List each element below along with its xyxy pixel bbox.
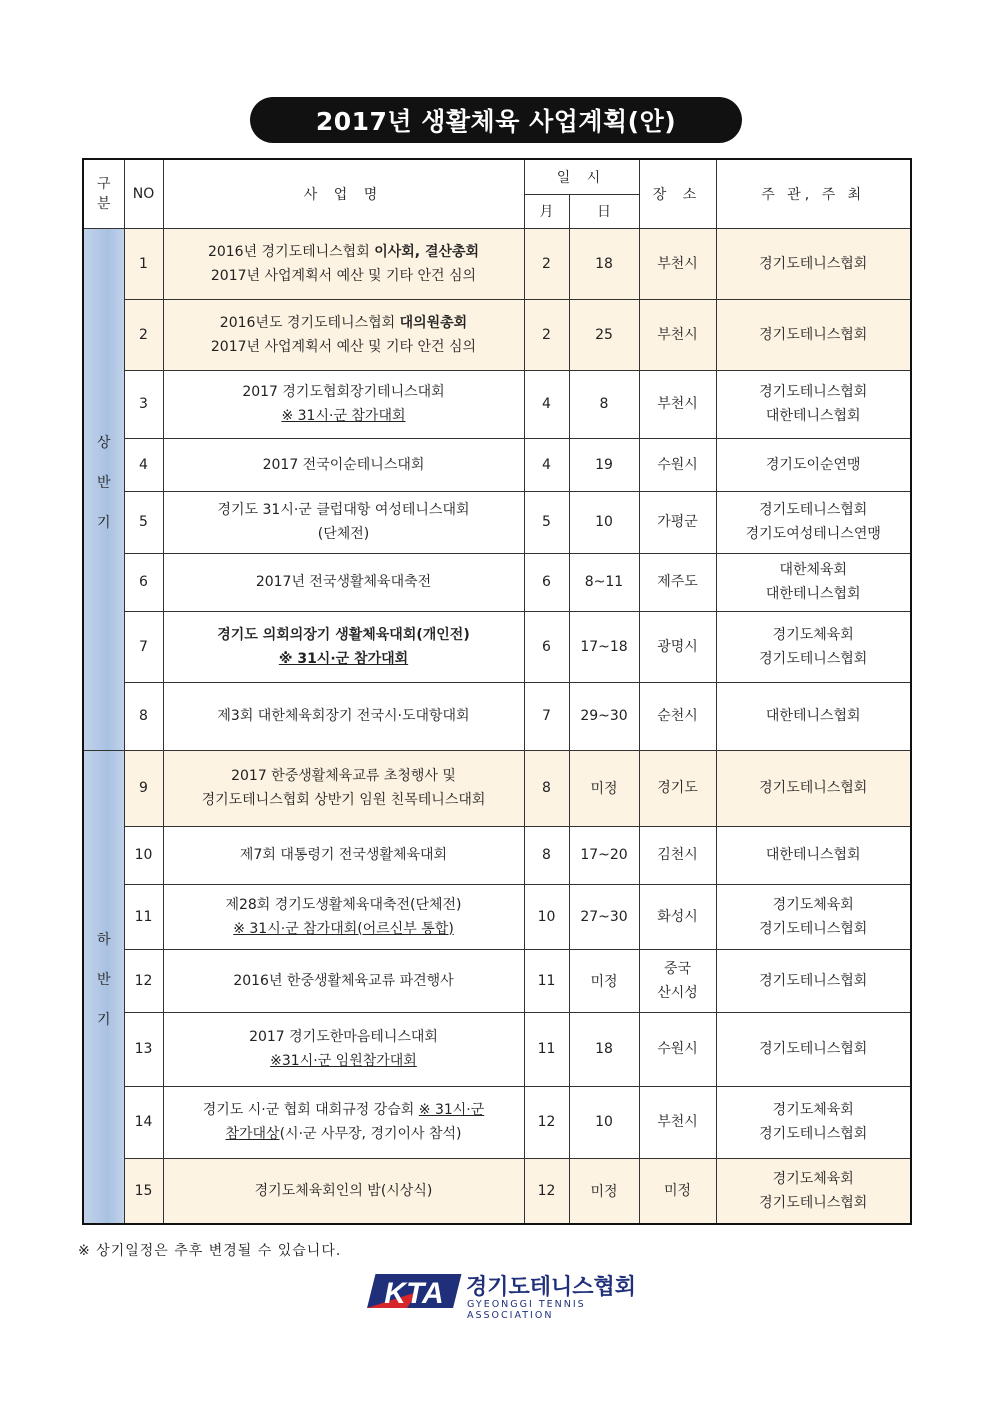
place-text: 수원시: [657, 1041, 698, 1057]
row-no-text: 7: [139, 638, 148, 655]
row-organizer: [716, 228, 911, 299]
row-month: [524, 299, 569, 370]
logo-name: 경기도테니스협회: [466, 1275, 637, 1300]
event-line-2: 경기도테니스협회 상반기 임원 친목테니스대회: [201, 792, 486, 808]
day-text: 27~30: [580, 908, 628, 925]
table-row: [83, 611, 911, 682]
row-event-name: [163, 1158, 524, 1224]
day-text: 18: [595, 255, 613, 272]
event-line-2-underline: 참가대상: [225, 1126, 280, 1142]
month-text: 2: [542, 326, 551, 343]
day-text: 미정: [590, 973, 618, 990]
event-line-1: 2016년도 경기도테니스협회: [219, 314, 400, 331]
organizer-line-1: 대한체육회: [779, 562, 848, 578]
row-no-text: 2: [139, 326, 148, 343]
event-line-2: (단체전): [317, 526, 370, 542]
row-day: [569, 949, 639, 1012]
row-event-name: [163, 438, 524, 491]
row-month: [524, 949, 569, 1012]
place-text: 부천시: [657, 326, 698, 343]
organizer-line-1: 대한테니스협회: [765, 708, 861, 724]
row-month: [524, 228, 569, 299]
row-month: [524, 438, 569, 491]
header-organizer: 주 관, 주 최: [716, 159, 911, 228]
organizer-line-2: 경기도테니스협회: [759, 650, 868, 667]
event-line-2: 2017년 사업계획서 예산 및 기타 안건 심의: [210, 338, 477, 355]
row-event-name: [163, 553, 524, 611]
row-no: [124, 1158, 163, 1224]
event-line-1: 2017년 전국생활체육대축전: [255, 574, 432, 590]
table-row: [83, 438, 911, 491]
row-day: [569, 491, 639, 553]
row-event-name: [163, 750, 524, 826]
row-no: [124, 611, 163, 682]
row-day: [569, 1158, 639, 1224]
row-place: [639, 884, 716, 949]
row-event-name: [163, 1012, 524, 1086]
table-row: [83, 949, 911, 1012]
row-event-name: [163, 1086, 524, 1158]
day-text: 미정: [590, 781, 618, 797]
row-event-name: [163, 949, 524, 1012]
row-month: [524, 1086, 569, 1158]
row-no: [124, 228, 163, 299]
row-day: [569, 553, 639, 611]
row-place: [639, 682, 716, 750]
organizer-line-1: 경기도테니스협회: [759, 972, 868, 989]
schedule-table: [82, 158, 912, 1225]
organizer-line-1: 경기도테니스협회: [759, 326, 868, 343]
event-line-1: 경기도 31시·군 클럽대항 여성테니스대회: [217, 502, 470, 518]
row-month: [524, 370, 569, 438]
event-line-1: 2017 전국이순테니스대회: [262, 456, 425, 473]
organizer-line-1: 경기도이순연맹: [765, 456, 861, 473]
organizer-line-2: 경기도테니스협회: [759, 920, 868, 937]
row-place: [639, 370, 716, 438]
day-text: 25: [595, 326, 613, 343]
month-text: 8: [542, 780, 551, 796]
place-text: 부천시: [657, 255, 698, 272]
day-text: 8~11: [584, 574, 624, 590]
row-organizer: [716, 611, 911, 682]
section-first-half: [83, 228, 124, 750]
day-text: 17~20: [580, 847, 628, 863]
month-text: 8: [542, 847, 551, 863]
logo-subtitle: GYEONGGI TENNIS ASSOCIATION: [467, 1299, 586, 1321]
row-organizer: [716, 370, 911, 438]
row-place: [639, 438, 716, 491]
row-no: [124, 299, 163, 370]
event-line-1: 제28회 경기도생활체육대축전(단체전): [225, 896, 462, 913]
header-event: 사 업 명: [163, 159, 524, 228]
table-row: [83, 1086, 911, 1158]
header-place: 장 소: [639, 159, 716, 228]
row-organizer: [716, 682, 911, 750]
month-text: 5: [542, 514, 551, 530]
section-label: 하 반 기: [96, 932, 111, 1029]
place-text: 경기도: [657, 780, 698, 796]
row-no: [124, 750, 163, 826]
row-no-text: 12: [134, 972, 153, 989]
table-row: [83, 1158, 911, 1224]
day-text: 19: [595, 456, 613, 473]
row-organizer: [716, 750, 911, 826]
header-month: 月: [524, 194, 569, 228]
table-row: [83, 228, 911, 299]
row-no: [124, 491, 163, 553]
organizer-line-1: 경기도테니스협회: [759, 502, 868, 518]
place-text: 광명시: [657, 638, 698, 655]
row-no: [124, 438, 163, 491]
row-month: [524, 884, 569, 949]
organizer-line-1: 대한테니스협회: [765, 847, 861, 863]
section-second-half: [83, 750, 124, 1224]
row-day: [569, 370, 639, 438]
header-datetime: 일 시: [524, 159, 639, 194]
month-text: 10: [537, 908, 556, 925]
month-text: 6: [542, 574, 551, 590]
row-no: [124, 553, 163, 611]
row-event-name: [163, 682, 524, 750]
place-text: 제주도: [657, 574, 698, 590]
organizer-line-2: 대한테니스협회: [765, 408, 861, 424]
day-text: 29~30: [580, 708, 628, 724]
row-no-text: 6: [139, 574, 148, 590]
day-text: 10: [595, 1114, 613, 1130]
day-text: 10: [595, 514, 613, 530]
event-line-1: 2017 경기도한마음테니스대회: [249, 1029, 438, 1045]
row-day: [569, 884, 639, 949]
table-row: [83, 553, 911, 611]
row-event-name: [163, 299, 524, 370]
header-category: 구 분: [83, 159, 124, 228]
row-event-name: [163, 884, 524, 949]
row-place: [639, 826, 716, 884]
row-event-name: [163, 228, 524, 299]
event-line-1-underline: ※ 31시·군: [418, 1102, 485, 1118]
event-line-1: 제7회 대통령기 전국생활체육대회: [239, 847, 448, 863]
month-text: 12: [537, 1182, 556, 1199]
row-month: [524, 682, 569, 750]
page-title-text: 2017년 생활체육 사업계획(안): [315, 107, 677, 136]
day-text: 미정: [590, 1183, 618, 1200]
row-day: [569, 682, 639, 750]
organizer-line-1: 경기도체육회: [772, 1102, 854, 1118]
event-line-1: 경기도 시·군 협회 대회규정 강습회: [202, 1102, 419, 1118]
row-place: [639, 1158, 716, 1224]
table-row: [83, 1012, 911, 1086]
footnote: ※ 상기일정은 추후 변경될 수 있습니다.: [78, 1243, 342, 1259]
table-row: [83, 682, 911, 750]
row-place: [639, 491, 716, 553]
event-line-2: ※ 31시·군 참가대회: [278, 650, 409, 667]
row-day: [569, 1086, 639, 1158]
month-text: 11: [537, 972, 556, 989]
day-text: 18: [595, 1041, 613, 1057]
event-line-2: ※31시·군 임원참가대회: [270, 1053, 417, 1069]
organizer-line-1: 경기도체육회: [772, 1170, 854, 1187]
row-no-text: 4: [139, 456, 148, 473]
table-row: [83, 826, 911, 884]
row-place: [639, 228, 716, 299]
row-organizer: [716, 1158, 911, 1224]
event-line-2: ※ 31시·군 참가대회(어르신부 통합): [233, 920, 454, 937]
row-no-text: 14: [134, 1114, 153, 1130]
row-no-text: 15: [134, 1182, 153, 1199]
section-label: 상 반 기: [96, 434, 111, 531]
place-text: 부천시: [657, 1114, 698, 1130]
event-line-2: ※ 31시·군 참가대회: [281, 408, 406, 424]
organizer-line-2: 경기도테니스협회: [759, 1194, 868, 1211]
row-place: [639, 611, 716, 682]
event-line-1: 2017 한중생활체육교류 초청행사 및: [231, 768, 456, 784]
row-organizer: [716, 438, 911, 491]
place-text: 김천시: [657, 847, 698, 863]
organizer-line-1: 경기도테니스협회: [759, 780, 868, 796]
kta-logo: [366, 1272, 656, 1321]
row-no-text: 5: [139, 514, 148, 530]
row-no: [124, 370, 163, 438]
row-no-text: 1: [139, 255, 148, 272]
place-text: 미정: [663, 1182, 692, 1199]
day-text: 17~18: [580, 638, 628, 655]
row-place: [639, 750, 716, 826]
svg-text:KTA: KTA: [384, 1277, 444, 1310]
row-place: [639, 553, 716, 611]
row-organizer: [716, 1012, 911, 1086]
row-day: [569, 438, 639, 491]
row-place: [639, 1012, 716, 1086]
table-row: [83, 299, 911, 370]
organizer-line-2: 대한테니스협회: [765, 586, 861, 602]
row-event-name: [163, 491, 524, 553]
row-day: [569, 299, 639, 370]
event-line-1-bold: 대의원총회: [399, 314, 468, 331]
table-row: [83, 370, 911, 438]
place-text: 화성시: [657, 908, 698, 925]
row-place: [639, 1086, 716, 1158]
month-text: 4: [542, 456, 551, 473]
row-no: [124, 1086, 163, 1158]
day-text: 8: [599, 396, 609, 412]
event-line-1-bold: 이사회, 결산총회: [374, 243, 480, 260]
month-text: 6: [542, 638, 551, 655]
table-row: [83, 491, 911, 553]
place-text: 순천시: [657, 708, 698, 724]
month-text: 7: [542, 708, 551, 724]
row-no: [124, 1012, 163, 1086]
row-no-text: 11: [134, 908, 153, 925]
row-place: [639, 299, 716, 370]
row-month: [524, 491, 569, 553]
row-event-name: [163, 611, 524, 682]
organizer-line-1: 경기도테니스협회: [759, 384, 868, 400]
month-text: 11: [537, 1041, 556, 1057]
row-organizer: [716, 299, 911, 370]
row-organizer: [716, 553, 911, 611]
row-month: [524, 826, 569, 884]
row-no-text: 8: [139, 708, 148, 724]
row-no: [124, 884, 163, 949]
event-line-1: 경기도 의회의장기 생활체육대회(개인전): [217, 626, 470, 643]
row-day: [569, 1012, 639, 1086]
row-day: [569, 750, 639, 826]
row-no: [124, 949, 163, 1012]
place-text: 부천시: [657, 396, 698, 412]
organizer-line-1: 경기도테니스협회: [759, 255, 868, 272]
event-line-2: 2017년 사업계획서 예산 및 기타 안건 심의: [210, 267, 477, 284]
event-line-1: 2016년 경기도테니스협회: [207, 243, 375, 260]
page-title: [250, 97, 742, 143]
organizer-line-1: 경기도체육회: [772, 896, 854, 913]
row-month: [524, 553, 569, 611]
organizer-line-1: 경기도체육회: [772, 626, 854, 643]
header-no: NO: [124, 159, 163, 228]
table-row: [83, 884, 911, 949]
row-no: [124, 826, 163, 884]
row-organizer: [716, 1086, 911, 1158]
row-event-name: [163, 370, 524, 438]
row-event-name: [163, 826, 524, 884]
event-line-1: 2016년 한중생활체육교류 파견행사: [233, 972, 454, 989]
row-day: [569, 826, 639, 884]
row-no-text: 3: [139, 396, 148, 412]
row-day: [569, 611, 639, 682]
row-organizer: [716, 826, 911, 884]
schedule-body: [83, 228, 911, 1224]
event-line-1: 2017 경기도협회장기테니스대회: [242, 384, 445, 400]
row-month: [524, 1012, 569, 1086]
place-text: 가평군: [657, 514, 698, 530]
kta-logo-mark-icon: [366, 1272, 462, 1314]
row-place: [639, 949, 716, 1012]
row-day: [569, 228, 639, 299]
organizer-line-2: 경기도테니스협회: [759, 1126, 868, 1142]
row-organizer: [716, 491, 911, 553]
row-no-text: 9: [139, 780, 148, 796]
place-text: 중국 산시성: [657, 960, 698, 1001]
month-text: 12: [537, 1114, 556, 1130]
row-organizer: [716, 949, 911, 1012]
row-no: [124, 682, 163, 750]
header-day: 日: [569, 194, 639, 228]
row-no-text: 13: [134, 1041, 153, 1057]
month-text: 2: [542, 255, 551, 272]
organizer-line-1: 경기도테니스협회: [759, 1041, 868, 1057]
row-month: [524, 750, 569, 826]
organizer-line-2: 경기도여성테니스연맹: [745, 526, 881, 542]
month-text: 4: [542, 396, 551, 412]
place-text: 수원시: [657, 456, 698, 473]
row-month: [524, 611, 569, 682]
event-line-1: 경기도체육회인의 밤(시상식): [254, 1182, 433, 1199]
event-line-1: 제3회 대한체육회장기 전국시·도대항대회: [217, 708, 470, 724]
row-no-text: 10: [134, 847, 153, 863]
row-month: [524, 1158, 569, 1224]
event-line-2: (시·군 사무장, 경기이사 참석): [279, 1126, 462, 1142]
table-row: [83, 750, 911, 826]
row-organizer: [716, 884, 911, 949]
